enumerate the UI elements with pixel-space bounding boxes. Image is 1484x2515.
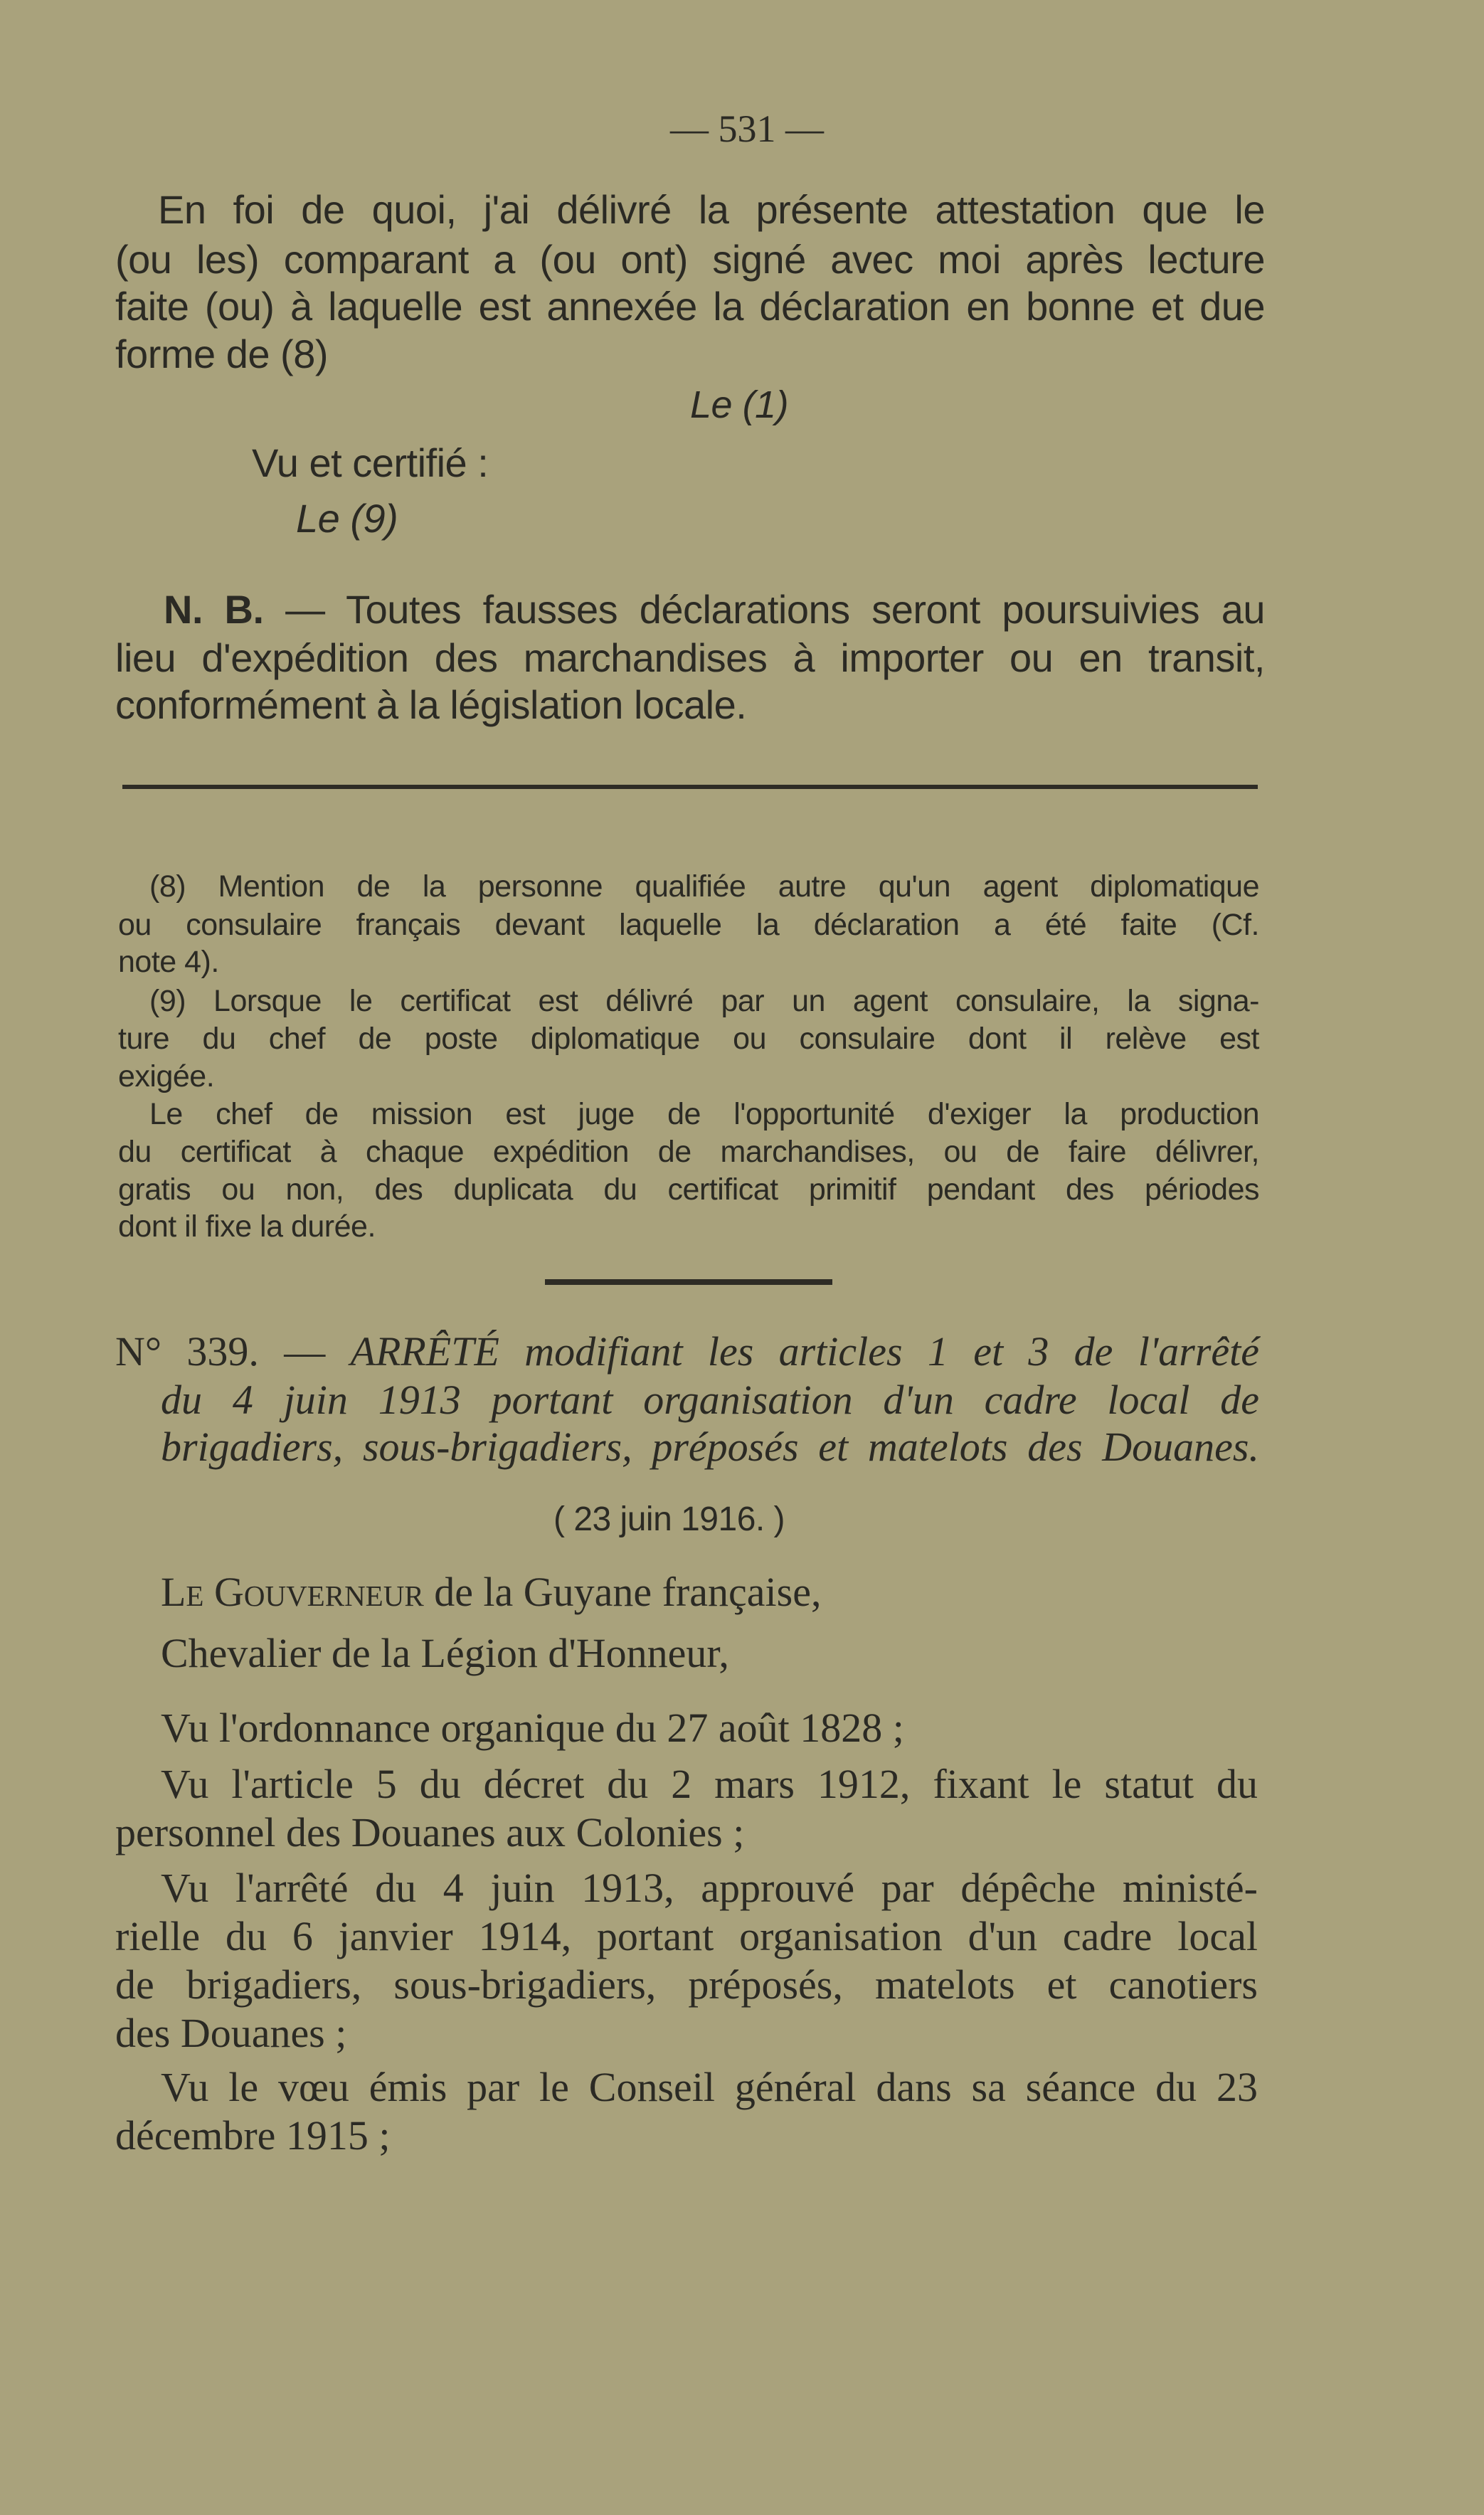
visa-line-2: Vu l'article 5 du décret du 2 mars 1912, fixant le statut du — [161, 1761, 1258, 1807]
nb-line-1-text: — Toutes fausses déclarations seront poursuivies au — [263, 587, 1265, 632]
visa-line-1: Vu l'ordonnance organique du 27 août 1828 ; — [161, 1705, 904, 1751]
chevalier-line: Chevalier de la Légion d'Honneur, — [161, 1630, 729, 1676]
footnote-line-1: (8) Mention de la personne qualifiée autre qu'un agent diplomatique — [149, 869, 1259, 904]
gouverneur-line — [161, 1568, 821, 1616]
visa-line-5: rielle du 6 janvier 1914, portant organisation d'un cadre local — [115, 1913, 1258, 1959]
footnote-line-10: dont il fixe la durée. — [118, 1209, 376, 1244]
signature-le-9: Le (9) — [296, 496, 398, 541]
visa-line-3: personnel des Douanes aux Colonies ; — [115, 1809, 745, 1855]
attestation-line-4: forme de (8) — [115, 332, 328, 376]
footnote-line-6: exigée. — [118, 1059, 215, 1094]
arrete-number: N° 339. — — [115, 1328, 351, 1375]
nb-line-1 — [164, 586, 1265, 632]
attestation-line-1: En foi de quoi, j'ai délivré la présente attestation que le — [158, 187, 1265, 232]
footnote-line-8: du certificat à chaque expédition de marchandises, ou de faire délivrer, — [118, 1135, 1259, 1169]
footnote-line-2: ou consulaire français devant laquelle la déclaration a été faite (Cf. — [118, 908, 1259, 942]
footnote-line-4: (9) Lorsque le certificat est délivré par un agent consulaire, la signa- — [149, 984, 1259, 1018]
separator-rule — [122, 785, 1258, 789]
footnote-line-3: note 4). — [118, 945, 219, 979]
footnote-line-5: ture du chef de poste diplomatique ou consulaire dont il relève est — [118, 1022, 1259, 1056]
arrete-date: ( 23 juin 1916. ) — [553, 1500, 785, 1538]
visa-line-7: des Douanes ; — [115, 2010, 347, 2056]
footnote-line-7: Le chef de mission est juge de l'opportunité d'exiger la production — [149, 1097, 1259, 1131]
visa-line-8: Vu le vœu émis par le Conseil général dans sa séance du 23 — [161, 2064, 1258, 2110]
arrete-title-1: ARRÊTÉ modifiant les articles 1 et 3 de l'arrêté — [350, 1328, 1259, 1375]
footnote-line-9: gratis ou non, des duplicata du certificat primitif pendant des périodes — [118, 1172, 1259, 1207]
visa-line-6: de brigadiers, sous-brigadiers, préposés, matelots et canotiers — [115, 1961, 1258, 2008]
nb-line-3: conformément à la législation locale. — [115, 682, 747, 727]
gouverneur-title: Le Gouverneur — [161, 1569, 424, 1615]
short-separator-rule — [545, 1279, 832, 1285]
page-number: — 531 — — [670, 107, 824, 150]
arrete-title-line-1 — [115, 1328, 1259, 1375]
nb-label: N. B. — [164, 587, 264, 632]
vu-et-certifie: Vu et certifié : — [252, 440, 489, 485]
arrete-title-line-3: brigadiers, sous-brigadiers, préposés et matelots des Douanes. — [161, 1424, 1259, 1470]
nb-line-2: lieu d'expédition des marchandises à importer ou en transit, — [115, 635, 1265, 680]
attestation-line-3: faite (ou) à laquelle est annexée la déclaration en bonne et due — [115, 284, 1265, 329]
signature-le-1: Le (1) — [690, 383, 789, 426]
visa-line-9: décembre 1915 ; — [115, 2112, 391, 2159]
visa-line-4: Vu l'arrêté du 4 juin 1913, approuvé par dépêche ministé- — [161, 1865, 1258, 1911]
gouverneur-rest: de la Guyane française, — [423, 1569, 822, 1615]
arrete-title-line-2: du 4 juin 1913 portant organisation d'un cadre local de — [161, 1377, 1259, 1423]
attestation-line-2: (ou les) comparant a (ou ont) signé avec moi après lecture — [115, 237, 1265, 282]
